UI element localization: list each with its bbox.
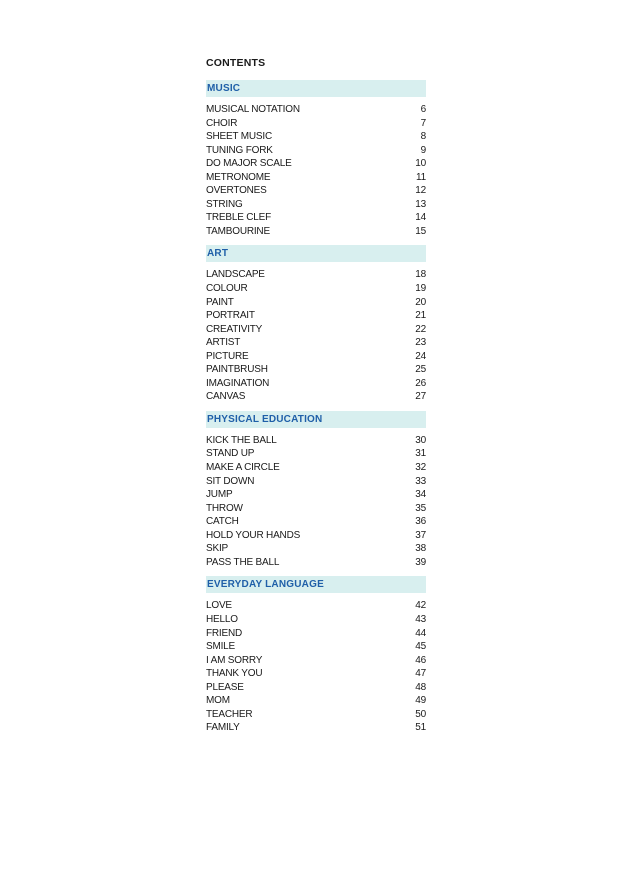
contents-page [206,56,426,742]
toc-entry[interactable] [206,296,426,310]
toc-entry-page-number: 15 [415,225,426,237]
toc-entry-label: JUMP [206,489,233,501]
toc-entry-page-number: 46 [415,654,426,666]
toc-entry-page-number: 6 [420,104,426,115]
toc-entry-label: TREBLE CLEF [206,212,272,224]
toc-entry[interactable] [206,309,426,323]
toc-entry[interactable] [206,336,426,350]
contents-section [206,576,426,734]
toc-entry-page-number: 35 [415,502,426,514]
toc-entry[interactable] [206,363,426,377]
toc-entry-page-number: 48 [415,681,426,693]
toc-entry-label: SMILE [206,641,236,653]
toc-entry-page-number: 9 [420,144,426,156]
section-header: PHYSICAL EDUCATION [206,411,426,428]
section-header: MUSIC [206,80,426,97]
toc-entry[interactable] [206,667,426,681]
contents-section [206,245,426,403]
toc-entry[interactable] [206,694,426,708]
toc-entry-label: OVERTONES [206,185,267,197]
toc-entry[interactable] [206,475,426,489]
contents-sections [206,80,426,735]
toc-entry[interactable] [206,515,426,529]
toc-entry[interactable] [206,461,426,475]
toc-entry-page-number: 19 [415,283,426,295]
toc-entry-page-number: 7 [420,117,426,129]
toc-entry[interactable] [206,390,426,404]
toc-entry-page-number: 32 [415,462,426,474]
toc-entry-page-number: 43 [415,613,426,625]
toc-entry-page-number: 45 [415,641,426,653]
toc-entry-label: CATCH [206,516,239,528]
toc-entry-page-number: 42 [415,600,426,612]
toc-entry[interactable] [206,556,426,570]
toc-entry-page-number: 12 [415,185,426,197]
toc-entry-page-number: 30 [415,434,426,446]
toc-entry-label: MUSICAL NOTATION [206,104,300,115]
toc-entry[interactable] [206,198,426,212]
toc-entry[interactable] [206,599,426,613]
toc-entry[interactable] [206,268,426,282]
toc-entry[interactable] [206,488,426,502]
toc-entry-label: PORTRAIT [206,310,255,322]
toc-entry[interactable] [206,184,426,198]
toc-entry-page-number: 44 [415,627,426,639]
toc-entry-label: MAKE A CIRCLE [206,462,280,474]
toc-entry-page-number: 36 [415,516,426,528]
toc-entry-page-number: 27 [415,391,426,403]
toc-entry-label: LANDSCAPE [206,269,265,281]
toc-entry[interactable] [206,640,426,654]
toc-entry-page-number: 14 [415,212,426,224]
toc-entry-page-number: 51 [415,722,426,734]
toc-entry-label: METRONOME [206,171,271,183]
toc-entry-label: HOLD YOUR HANDS [206,529,301,541]
toc-entry-label: TEACHER [206,708,253,720]
toc-entry[interactable] [206,171,426,185]
toc-entry-page-number: 20 [415,296,426,308]
toc-entry-page-number: 37 [415,529,426,541]
toc-entry[interactable] [206,103,426,117]
toc-entry[interactable] [206,434,426,448]
toc-entry-page-number: 31 [415,448,426,460]
toc-entry[interactable] [206,144,426,158]
toc-entry[interactable] [206,681,426,695]
toc-entry-label: PAINTBRUSH [206,364,268,376]
toc-entry-page-number: 49 [415,695,426,707]
toc-entry-label: HELLO [206,613,238,625]
section-header: ART [206,245,426,262]
toc-entry-page-number: 13 [415,198,426,210]
toc-entry[interactable] [206,529,426,543]
toc-entry-label: DO MAJOR SCALE [206,158,292,170]
toc-entry-label: MOM [206,695,230,707]
contents-section [206,411,426,569]
toc-entry-page-number: 11 [416,171,426,183]
toc-entry-label: FAMILY [206,722,240,734]
toc-entry-label: TAMBOURINE [206,225,270,237]
toc-entry[interactable] [206,708,426,722]
toc-entry[interactable] [206,542,426,556]
toc-entry-label: PASS THE BALL [206,556,280,568]
toc-entry-label: PICTURE [206,350,249,362]
toc-entry-label: SIT DOWN [206,475,255,487]
toc-entry-page-number: 39 [415,556,426,568]
toc-entry-page-number: 26 [415,377,426,389]
toc-entry-label: STAND UP [206,448,255,460]
toc-entry-label: PLEASE [206,681,244,693]
toc-entry-label: IMAGINATION [206,377,270,389]
toc-entry-label: LOVE [206,600,232,612]
toc-entry-label: COLOUR [206,283,248,295]
toc-entry-page-number: 24 [415,350,426,362]
toc-entry[interactable] [206,282,426,296]
toc-entry-label: FRIEND [206,627,243,639]
toc-entry-label: SKIP [206,543,228,555]
toc-entry-page-number: 34 [415,489,426,501]
toc-entry-label: CREATIVITY [206,323,263,335]
section-header: EVERYDAY LANGUAGE [206,576,426,593]
toc-entry-label: TUNING FORK [206,144,273,156]
toc-entry[interactable] [206,225,426,239]
toc-entry-label: ARTIST [206,337,241,349]
toc-entry-page-number: 47 [415,668,426,680]
toc-entry-label: CHOIR [206,117,238,129]
toc-entry[interactable] [206,654,426,668]
toc-entry-label: THROW [206,502,243,514]
toc-entry-label: SHEET MUSIC [206,131,272,143]
toc-entry[interactable] [206,721,426,735]
toc-entry[interactable] [206,211,426,225]
toc-entry-page-number: 25 [415,364,426,376]
toc-entry-label: STRING [206,198,243,210]
toc-entry-label: CANVAS [206,391,246,403]
toc-entry[interactable] [206,323,426,337]
toc-entry-page-number: 8 [420,131,426,143]
toc-entry-page-number: 33 [415,475,426,487]
toc-entry[interactable] [206,627,426,641]
toc-entry-page-number: 22 [415,323,426,335]
toc-entry-page-number: 18 [415,269,426,281]
toc-entry-label: PAINT [206,296,234,308]
toc-entry-page-number: 50 [415,708,426,720]
toc-entry[interactable] [206,377,426,391]
toc-entry-label: I AM SORRY [206,654,263,666]
toc-entry[interactable] [206,130,426,144]
toc-entry-page-number: 23 [415,337,426,349]
toc-entry[interactable] [206,157,426,171]
toc-entry-page-number: 38 [415,543,426,555]
toc-entry[interactable] [206,117,426,131]
toc-entry[interactable] [206,613,426,627]
toc-entry-label: THANK YOU [206,668,263,680]
toc-entry-page-number: 10 [415,158,426,170]
toc-entry[interactable] [206,502,426,516]
contents-section [206,80,426,238]
toc-entry[interactable] [206,350,426,364]
toc-entry-label: KICK THE BALL [206,434,277,446]
page-title: CONTENTS [206,57,266,69]
toc-entry[interactable] [206,447,426,461]
toc-entry-page-number: 21 [415,310,426,322]
